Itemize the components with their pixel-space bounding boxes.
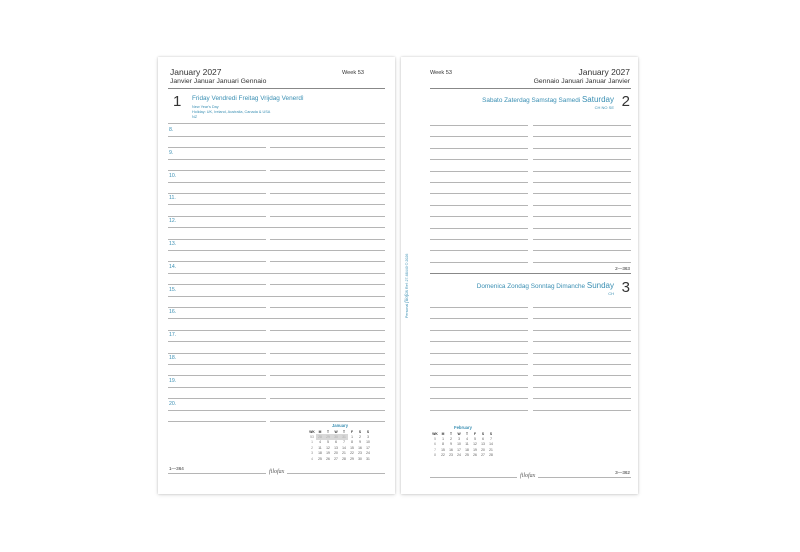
mini-calendar-day-cell: 20 xyxy=(334,451,338,456)
entry-rule xyxy=(533,193,631,194)
hour-label: 9. xyxy=(169,149,174,156)
saturday-number: 2 xyxy=(621,93,630,110)
hour-rule xyxy=(168,341,385,342)
mini-calendar-day-cell: 9 xyxy=(450,442,452,447)
mini-calendar-day-cell: 18 xyxy=(318,451,322,456)
hour-rule xyxy=(168,227,385,228)
saturday-day-count: 2—363 xyxy=(615,266,630,271)
mini-calendar-day-cell: 2 xyxy=(359,435,361,440)
mini-calendar-header-cell: F xyxy=(473,431,476,436)
entry-rule xyxy=(430,228,528,229)
mini-calendar-day-cell: 15 xyxy=(441,447,445,452)
mini-calendar-day-cell: 28 xyxy=(316,434,324,439)
mini-calendar-day-cell: 7 xyxy=(490,437,492,442)
hour-rule xyxy=(168,318,385,319)
mini-calendar-day-cell: 6 xyxy=(335,440,337,445)
hour-rule xyxy=(168,364,385,365)
half-hour-rule xyxy=(270,375,385,376)
mini-calendar-day-cell: 2 xyxy=(450,437,452,442)
half-hour-rule xyxy=(168,307,266,308)
half-hour-rule xyxy=(168,261,266,262)
half-hour-rule xyxy=(168,421,266,422)
mini-calendar-header-cell: M xyxy=(441,431,445,436)
mini-calendar-day-cell: 1 xyxy=(351,435,353,440)
mini-calendar-day-cell: 23 xyxy=(449,453,453,458)
mini-calendar-day-cell: 12 xyxy=(326,445,330,450)
entry-rule xyxy=(430,148,528,149)
entry-rule xyxy=(430,353,528,354)
mini-calendar-week-cell: 3 xyxy=(311,451,313,456)
mini-calendar-day-cell: 16 xyxy=(449,447,453,452)
entry-rule xyxy=(533,262,631,263)
entry-rule xyxy=(430,205,528,206)
mini-calendar-day-cell: 6 xyxy=(482,437,484,442)
hour-label: 11. xyxy=(169,195,176,202)
day-count: 1—364 xyxy=(169,466,184,471)
hour-label: 10. xyxy=(169,172,177,179)
entry-rule xyxy=(430,239,528,240)
hour-rule xyxy=(168,159,385,160)
spine-logo: filofax xyxy=(405,290,410,303)
mini-calendar-day-cell: 5 xyxy=(474,437,476,442)
half-hour-rule xyxy=(168,216,266,217)
month-languages: Gennaio Januari Januar Janvier xyxy=(533,78,630,85)
mini-calendar-week-cell: 53 xyxy=(310,435,314,440)
mini-calendar-day-cell: 29 xyxy=(350,456,354,461)
mini-calendar-header-cell: S xyxy=(489,431,493,436)
hour-label: 16. xyxy=(169,309,177,316)
header-rule xyxy=(430,88,631,89)
week-number: Week 53 xyxy=(342,70,364,76)
mini-calendar-day-cell: 14 xyxy=(342,445,346,450)
mini-calendar-day-cell: 21 xyxy=(342,451,346,456)
spine-copyright: © 2026 xyxy=(405,253,409,266)
mini-calendar-day-cell: 19 xyxy=(473,447,477,452)
half-hour-rule xyxy=(270,353,385,354)
hour-rule xyxy=(168,273,385,274)
mini-calendar-header-cell: W xyxy=(334,429,338,434)
spine-format: Personal xyxy=(405,303,409,318)
mini-calendar-day-cell: 8 xyxy=(351,440,353,445)
hour-rule xyxy=(168,296,385,297)
mini-calendar-day-cell: 30 xyxy=(358,456,362,461)
mini-calendar-day-cell: 22 xyxy=(350,451,354,456)
mini-calendar-title-january: January xyxy=(331,423,349,428)
mini-calendar-week-cell: 4 xyxy=(311,456,313,461)
entry-rule xyxy=(430,171,528,172)
mini-calendar-week-cell: 6 xyxy=(434,442,436,447)
mini-calendar-day-cell: 10 xyxy=(366,440,370,445)
entry-rule xyxy=(533,330,631,331)
saturday-label: Saturday xyxy=(581,95,614,104)
mini-calendar-day-cell: 3 xyxy=(367,435,369,440)
entry-rule xyxy=(430,387,528,388)
mini-calendar-day-cell: 11 xyxy=(318,445,322,450)
hour-label: 17. xyxy=(169,332,177,339)
mini-calendar-header-cell: T xyxy=(342,429,345,434)
month-year-title: January 2027 xyxy=(170,67,222,77)
entry-rule xyxy=(533,239,631,240)
hour-label: 15. xyxy=(169,286,177,293)
mini-calendar-week-cell: 2 xyxy=(311,445,313,450)
saturday-languages: Sabato Zaterdag Samstag Samedi xyxy=(482,97,581,104)
hour-label: 12. xyxy=(169,218,177,225)
mini-calendar-day-cell: 13 xyxy=(334,445,338,450)
mini-calendar-header-cell: T xyxy=(326,429,329,434)
hour-rule xyxy=(168,250,385,251)
sunday-number: 3 xyxy=(621,279,630,296)
hour-label: 20. xyxy=(169,400,177,407)
mini-calendar-day-cell: 31 xyxy=(366,456,370,461)
mini-calendar-day-cell: 4 xyxy=(466,437,468,442)
entry-rule xyxy=(533,182,631,183)
mini-calendar-day-cell: 20 xyxy=(481,447,485,452)
mini-calendar-day-cell: 12 xyxy=(473,442,477,447)
mini-calendar-day-cell: 4 xyxy=(319,440,321,445)
mini-calendar-day-cell: 27 xyxy=(481,453,485,458)
mini-calendar-day-cell: 1 xyxy=(442,437,444,442)
entry-rule xyxy=(533,307,631,308)
month-languages: Janvier Januar Januari Gennaio xyxy=(170,78,267,85)
hour-rule xyxy=(168,182,385,183)
entry-rule xyxy=(430,182,528,183)
entry-rule xyxy=(430,216,528,217)
half-hour-rule xyxy=(168,193,266,194)
half-hour-rule xyxy=(270,170,385,171)
entry-rule xyxy=(533,375,631,376)
mini-calendar-week-cell: 7 xyxy=(434,447,436,452)
half-hour-rule xyxy=(168,375,266,376)
half-hour-rule xyxy=(270,398,385,399)
mini-calendar-day-cell: 7 xyxy=(343,440,345,445)
day-names: Friday Vendredi Freitag Vrijdag Venerdì xyxy=(192,95,304,102)
half-hour-rule xyxy=(270,147,385,148)
sunday-label: Sunday xyxy=(586,281,614,290)
week-number: Week 53 xyxy=(430,70,452,76)
mini-calendar-week-cell: 1 xyxy=(311,440,313,445)
mini-calendar-week-cell: 5 xyxy=(434,437,436,442)
entry-rule xyxy=(430,159,528,160)
entry-rule xyxy=(430,398,528,399)
entry-rule xyxy=(533,216,631,217)
entry-rule xyxy=(430,330,528,331)
entry-rule xyxy=(533,136,631,137)
holiday-countries-extra: NZ xyxy=(192,115,198,119)
entry-rule xyxy=(533,398,631,399)
sunday-names xyxy=(477,281,614,290)
entry-rule xyxy=(533,341,631,342)
mini-calendar-header-cell: T xyxy=(449,431,452,436)
sunday-languages: Domenica Zondag Sonntag Dimanche xyxy=(476,283,586,290)
month-year-title: January 2027 xyxy=(578,67,630,77)
entry-rule xyxy=(430,125,528,126)
half-hour-rule xyxy=(270,261,385,262)
mini-calendar-week-cell: 8 xyxy=(434,453,436,458)
entry-rule xyxy=(533,353,631,354)
half-hour-rule xyxy=(168,170,266,171)
entry-rule xyxy=(533,125,631,126)
half-hour-rule xyxy=(270,330,385,331)
entry-rule xyxy=(430,262,528,263)
hour-label: 8. xyxy=(169,127,174,133)
mini-calendar-day-cell: 21 xyxy=(489,447,493,452)
mini-calendar-day-cell: 16 xyxy=(358,445,362,450)
sunday-holiday-countries: CH xyxy=(608,291,614,296)
right-diary-page xyxy=(401,57,638,494)
hour-rule xyxy=(168,387,385,388)
mini-calendar-day-cell: 19 xyxy=(326,451,330,456)
mini-calendar-header-cell: S xyxy=(366,429,370,434)
hour-label: 13. xyxy=(169,241,177,247)
entry-rule xyxy=(533,387,631,388)
header-rule xyxy=(168,88,385,89)
spine-publisher-text xyxy=(405,253,415,318)
half-hour-rule xyxy=(168,284,266,285)
mini-calendar-day-cell: 9 xyxy=(359,440,361,445)
mini-calendar-day-cell: 24 xyxy=(366,451,370,456)
mini-calendar-header-cell: WK xyxy=(309,429,315,434)
mini-calendar-day-cell: 25 xyxy=(465,453,469,458)
mini-calendar-day-cell: 10 xyxy=(457,442,461,447)
mini-calendar-day-cell: 14 xyxy=(489,442,493,447)
entry-rule xyxy=(533,410,631,411)
half-hour-rule xyxy=(270,421,385,422)
mini-calendar-january xyxy=(308,429,372,461)
entry-rule xyxy=(430,250,528,251)
entry-rule xyxy=(430,136,528,137)
entry-rule xyxy=(430,341,528,342)
half-hour-rule xyxy=(168,147,266,148)
day-number: 1 xyxy=(173,93,182,110)
day-divider-rule xyxy=(430,273,631,274)
hour-rule xyxy=(168,136,385,137)
mini-calendar-day-cell: 3 xyxy=(458,437,460,442)
mini-calendar-day-cell: 28 xyxy=(489,453,493,458)
entry-rule xyxy=(430,364,528,365)
half-hour-rule xyxy=(270,307,385,308)
entry-rule xyxy=(430,375,528,376)
entry-rule xyxy=(430,307,528,308)
left-diary-page xyxy=(158,57,395,494)
entry-rule xyxy=(533,205,631,206)
half-hour-rule xyxy=(270,216,385,217)
mini-calendar-day-cell: 5 xyxy=(327,440,329,445)
hour-label: 19. xyxy=(169,377,177,384)
mini-calendar-header-cell: T xyxy=(465,431,468,436)
entry-rule xyxy=(533,250,631,251)
mini-calendar-day-cell: 22 xyxy=(441,453,445,458)
mini-calendar-day-cell: 30 xyxy=(332,434,340,439)
filofax-logo: filofax xyxy=(517,473,538,479)
mini-calendar-day-cell: 25 xyxy=(318,456,322,461)
mini-calendar-day-cell: 31 xyxy=(340,434,348,439)
half-hour-rule xyxy=(168,398,266,399)
half-hour-rule xyxy=(270,239,385,240)
half-hour-rule xyxy=(168,330,266,331)
entry-rule xyxy=(430,318,528,319)
hour-label: 14. xyxy=(169,263,177,270)
hour-rule xyxy=(168,204,385,205)
entry-rule xyxy=(533,148,631,149)
mini-calendar-day-cell: 23 xyxy=(358,451,362,456)
entry-rule xyxy=(533,159,631,160)
entry-rule xyxy=(533,228,631,229)
entry-rule xyxy=(430,193,528,194)
mini-calendar-day-cell: 29 xyxy=(324,434,332,439)
mini-calendar-day-cell: 15 xyxy=(350,445,354,450)
mini-calendar-header-cell: S xyxy=(358,429,362,434)
day-count: 3—362 xyxy=(615,470,630,475)
mini-calendar-day-cell: 17 xyxy=(366,445,370,450)
entry-rule xyxy=(533,364,631,365)
mini-calendar-header-cell: M xyxy=(318,429,322,434)
mini-calendar-day-cell: 8 xyxy=(442,442,444,447)
half-hour-rule xyxy=(168,239,266,240)
spine-reference: Ref: 27-68440 xyxy=(405,266,409,290)
hour-rule xyxy=(168,410,385,411)
mini-calendar-day-cell: 11 xyxy=(465,442,469,447)
half-hour-rule xyxy=(270,284,385,285)
mini-calendar-day-cell: 27 xyxy=(334,456,338,461)
mini-calendar-day-cell: 28 xyxy=(342,456,346,461)
mini-calendar-day-cell: 26 xyxy=(326,456,330,461)
mini-calendar-day-cell: 18 xyxy=(465,447,469,452)
mini-calendar-day-cell: 13 xyxy=(481,442,485,447)
mini-calendar-day-cell: 17 xyxy=(457,447,461,452)
mini-calendar-header-cell: WK xyxy=(432,431,438,436)
saturday-holiday-countries: CH NO SE xyxy=(594,105,614,110)
half-hour-rule xyxy=(270,193,385,194)
mini-calendar-day-cell: 26 xyxy=(473,453,477,458)
mini-calendar-header-cell: S xyxy=(481,431,485,436)
holiday-name: New Year's Day xyxy=(192,105,219,109)
mini-calendar-header-cell: W xyxy=(457,431,461,436)
mini-calendar-header-cell: F xyxy=(350,429,353,434)
entry-rule xyxy=(168,123,385,124)
holiday-countries: Holiday: UK, Ireland, Australia, Canada & USA xyxy=(192,110,271,114)
filofax-logo: filofax xyxy=(266,469,287,475)
mini-calendar-title-february: February xyxy=(454,425,472,430)
hour-label: 18. xyxy=(169,355,177,361)
mini-calendar-day-cell: 24 xyxy=(457,453,461,458)
saturday-names xyxy=(482,95,614,104)
mini-calendar-february xyxy=(431,431,495,458)
entry-rule xyxy=(430,410,528,411)
entry-rule xyxy=(533,171,631,172)
half-hour-rule xyxy=(168,353,266,354)
entry-rule xyxy=(533,318,631,319)
